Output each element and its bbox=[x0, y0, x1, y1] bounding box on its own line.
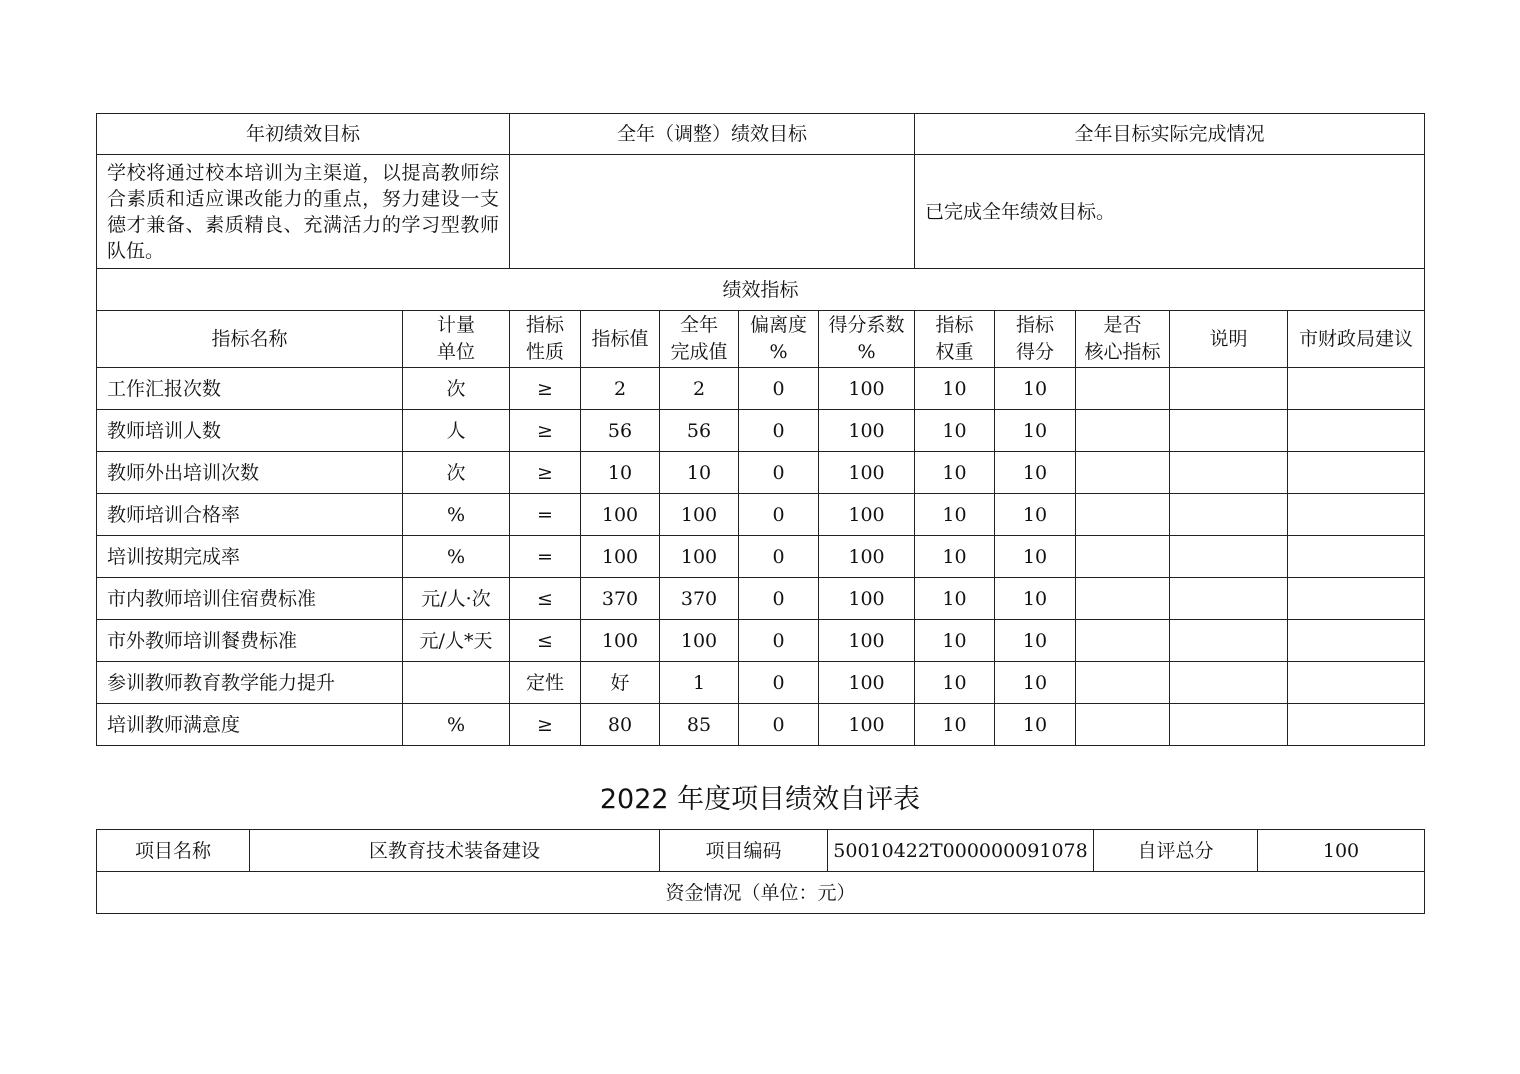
indicators-section-title: 绩效指标 bbox=[97, 269, 1425, 311]
cell-score: 10 bbox=[995, 662, 1076, 704]
total-score-label: 自评总分 bbox=[1094, 830, 1258, 872]
cell-unit: % bbox=[403, 494, 510, 536]
project-code-label: 项目编码 bbox=[660, 830, 828, 872]
cell-actual: 1 bbox=[660, 662, 739, 704]
cell-target: 100 bbox=[581, 536, 660, 578]
cell-nature: = bbox=[510, 494, 581, 536]
cell-advice bbox=[1288, 536, 1425, 578]
header-actual-line1: 全年 bbox=[680, 314, 719, 336]
cell-core bbox=[1076, 662, 1170, 704]
cell-coef: 100 bbox=[819, 536, 915, 578]
cell-note bbox=[1170, 452, 1288, 494]
cell-score: 10 bbox=[995, 494, 1076, 536]
cell-name: 市外教师培训餐费标准 bbox=[97, 620, 403, 662]
total-score-value: 100 bbox=[1258, 830, 1425, 872]
initial-goal-text: 学校将通过校本培训为主渠道，以提高教师综合素质和适应课改能力的重点，努力建设一支德才兼备、素质精良、充满活力的学习型教师队伍。 bbox=[97, 155, 510, 269]
table-row bbox=[97, 368, 1425, 410]
cell-note bbox=[1170, 368, 1288, 410]
cell-actual: 100 bbox=[660, 536, 739, 578]
cell-coef: 100 bbox=[819, 662, 915, 704]
cell-unit bbox=[403, 662, 510, 704]
table-row bbox=[97, 410, 1425, 452]
header-weight-line2: 权重 bbox=[935, 341, 974, 363]
cell-nature: ≥ bbox=[510, 410, 581, 452]
header-deviation-line2: % bbox=[769, 341, 788, 363]
second-form-title: 2022 年度项目绩效自评表 bbox=[599, 784, 921, 815]
cell-weight: 10 bbox=[915, 494, 995, 536]
header-weight bbox=[915, 311, 995, 368]
cell-nature: 定性 bbox=[510, 662, 581, 704]
cell-actual: 2 bbox=[660, 368, 739, 410]
cell-weight: 10 bbox=[915, 452, 995, 494]
header-coef-line1: 得分系数 bbox=[828, 314, 905, 336]
project-code-value: 50010422T000000091078 bbox=[828, 830, 1094, 872]
project-info-row bbox=[97, 830, 1425, 872]
cell-advice bbox=[1288, 662, 1425, 704]
funds-section-label: 资金情况（单位：元） bbox=[97, 872, 1425, 914]
header-weight-line1: 指标 bbox=[935, 314, 974, 336]
header-deviation bbox=[739, 311, 819, 368]
cell-target: 56 bbox=[581, 410, 660, 452]
header-core-line1: 是否 bbox=[1103, 314, 1142, 336]
cell-score: 10 bbox=[995, 410, 1076, 452]
cell-weight: 10 bbox=[915, 536, 995, 578]
header-note: 说明 bbox=[1170, 311, 1288, 368]
cell-advice bbox=[1288, 620, 1425, 662]
header-score-line2: 得分 bbox=[1016, 341, 1055, 363]
cell-deviation: 0 bbox=[739, 452, 819, 494]
table-row bbox=[97, 494, 1425, 536]
cell-note bbox=[1170, 410, 1288, 452]
header-nature-line1: 指标 bbox=[526, 314, 565, 336]
header-target-value: 指标值 bbox=[581, 311, 660, 368]
cell-name: 工作汇报次数 bbox=[97, 368, 403, 410]
goals-content-row bbox=[97, 155, 1425, 269]
header-score-coefficient bbox=[819, 311, 915, 368]
performance-indicator-table bbox=[96, 113, 1425, 746]
cell-actual: 100 bbox=[660, 494, 739, 536]
cell-actual: 56 bbox=[660, 410, 739, 452]
cell-coef: 100 bbox=[819, 368, 915, 410]
cell-name: 教师培训合格率 bbox=[97, 494, 403, 536]
header-indicator-name: 指标名称 bbox=[97, 311, 403, 368]
indicator-rows bbox=[97, 368, 1425, 746]
cell-note bbox=[1170, 536, 1288, 578]
header-coef-line2: % bbox=[857, 341, 876, 363]
cell-deviation: 0 bbox=[739, 368, 819, 410]
cell-deviation: 0 bbox=[739, 704, 819, 746]
cell-target: 10 bbox=[581, 452, 660, 494]
cell-advice bbox=[1288, 452, 1425, 494]
cell-unit: % bbox=[403, 536, 510, 578]
cell-core bbox=[1076, 452, 1170, 494]
cell-deviation: 0 bbox=[739, 410, 819, 452]
cell-weight: 10 bbox=[915, 620, 995, 662]
funds-row bbox=[97, 872, 1425, 914]
cell-nature: ≥ bbox=[510, 452, 581, 494]
project-info-table bbox=[96, 829, 1425, 914]
header-unit bbox=[403, 311, 510, 368]
cell-unit: 元/人·次 bbox=[403, 578, 510, 620]
cell-coef: 100 bbox=[819, 494, 915, 536]
cell-unit: 人 bbox=[403, 410, 510, 452]
header-nature bbox=[510, 311, 581, 368]
cell-weight: 10 bbox=[915, 578, 995, 620]
adjusted-goal-text bbox=[510, 155, 915, 269]
cell-score: 10 bbox=[995, 620, 1076, 662]
cell-score: 10 bbox=[995, 536, 1076, 578]
header-nature-line2: 性质 bbox=[526, 341, 565, 363]
cell-name: 教师外出培训次数 bbox=[97, 452, 403, 494]
table-row bbox=[97, 452, 1425, 494]
header-finance-advice: 市财政局建议 bbox=[1288, 311, 1425, 368]
cell-nature: ≥ bbox=[510, 704, 581, 746]
header-core-indicator bbox=[1076, 311, 1170, 368]
cell-score: 10 bbox=[995, 368, 1076, 410]
header-actual-value bbox=[660, 311, 739, 368]
cell-core bbox=[1076, 704, 1170, 746]
cell-core bbox=[1076, 368, 1170, 410]
header-score-line1: 指标 bbox=[1016, 314, 1055, 336]
cell-nature: ≥ bbox=[510, 368, 581, 410]
indicators-header-row bbox=[97, 311, 1425, 368]
cell-coef: 100 bbox=[819, 410, 915, 452]
cell-target: 100 bbox=[581, 620, 660, 662]
cell-name: 培训按期完成率 bbox=[97, 536, 403, 578]
table-row bbox=[97, 536, 1425, 578]
cell-advice bbox=[1288, 368, 1425, 410]
cell-target: 100 bbox=[581, 494, 660, 536]
cell-core bbox=[1076, 620, 1170, 662]
cell-coef: 100 bbox=[819, 578, 915, 620]
cell-core bbox=[1076, 578, 1170, 620]
project-name-label: 项目名称 bbox=[97, 830, 250, 872]
cell-core bbox=[1076, 536, 1170, 578]
cell-core bbox=[1076, 410, 1170, 452]
table-row bbox=[97, 578, 1425, 620]
adjusted-goal-header: 全年（调整）绩效目标 bbox=[510, 114, 915, 155]
cell-unit: 次 bbox=[403, 368, 510, 410]
cell-score: 10 bbox=[995, 578, 1076, 620]
cell-weight: 10 bbox=[915, 662, 995, 704]
header-actual-line2: 完成值 bbox=[670, 341, 728, 363]
goals-header-row bbox=[97, 114, 1425, 155]
cell-note bbox=[1170, 578, 1288, 620]
cell-actual: 10 bbox=[660, 452, 739, 494]
cell-unit: % bbox=[403, 704, 510, 746]
cell-coef: 100 bbox=[819, 704, 915, 746]
cell-advice bbox=[1288, 704, 1425, 746]
header-deviation-line1: 偏离度 bbox=[750, 314, 808, 336]
cell-target: 80 bbox=[581, 704, 660, 746]
cell-name: 培训教师满意度 bbox=[97, 704, 403, 746]
indicators-section-row bbox=[97, 269, 1425, 311]
cell-name: 市内教师培训住宿费标准 bbox=[97, 578, 403, 620]
cell-weight: 10 bbox=[915, 704, 995, 746]
cell-nature: = bbox=[510, 536, 581, 578]
cell-score: 10 bbox=[995, 704, 1076, 746]
cell-coef: 100 bbox=[819, 620, 915, 662]
initial-goal-header: 年初绩效目标 bbox=[97, 114, 510, 155]
cell-advice bbox=[1288, 578, 1425, 620]
cell-target: 2 bbox=[581, 368, 660, 410]
cell-deviation: 0 bbox=[739, 536, 819, 578]
cell-unit: 次 bbox=[403, 452, 510, 494]
cell-nature: ≤ bbox=[510, 620, 581, 662]
cell-advice bbox=[1288, 494, 1425, 536]
cell-actual: 85 bbox=[660, 704, 739, 746]
cell-advice bbox=[1288, 410, 1425, 452]
header-core-line2: 核心指标 bbox=[1084, 341, 1161, 363]
cell-deviation: 0 bbox=[739, 620, 819, 662]
cell-deviation: 0 bbox=[739, 578, 819, 620]
cell-deviation: 0 bbox=[739, 662, 819, 704]
cell-name: 教师培训人数 bbox=[97, 410, 403, 452]
header-score bbox=[995, 311, 1076, 368]
actual-completion-text: 已完成全年绩效目标。 bbox=[915, 155, 1425, 269]
cell-actual: 100 bbox=[660, 620, 739, 662]
cell-name: 参训教师教育教学能力提升 bbox=[97, 662, 403, 704]
actual-completion-header: 全年目标实际完成情况 bbox=[915, 114, 1425, 155]
cell-score: 10 bbox=[995, 452, 1076, 494]
cell-weight: 10 bbox=[915, 368, 995, 410]
cell-note bbox=[1170, 620, 1288, 662]
header-unit-line1: 计量 bbox=[437, 314, 476, 336]
cell-core bbox=[1076, 494, 1170, 536]
project-name-value: 区教育技术装备建设 bbox=[250, 830, 660, 872]
header-unit-line2: 单位 bbox=[437, 341, 476, 363]
cell-nature: ≤ bbox=[510, 578, 581, 620]
cell-deviation: 0 bbox=[739, 494, 819, 536]
table-row bbox=[97, 620, 1425, 662]
table-row bbox=[97, 662, 1425, 704]
table-row bbox=[97, 704, 1425, 746]
cell-unit: 元/人*天 bbox=[403, 620, 510, 662]
cell-coef: 100 bbox=[819, 452, 915, 494]
cell-actual: 370 bbox=[660, 578, 739, 620]
cell-note bbox=[1170, 704, 1288, 746]
cell-target: 370 bbox=[581, 578, 660, 620]
cell-note bbox=[1170, 662, 1288, 704]
cell-weight: 10 bbox=[915, 410, 995, 452]
cell-target: 好 bbox=[581, 662, 660, 704]
cell-note bbox=[1170, 494, 1288, 536]
